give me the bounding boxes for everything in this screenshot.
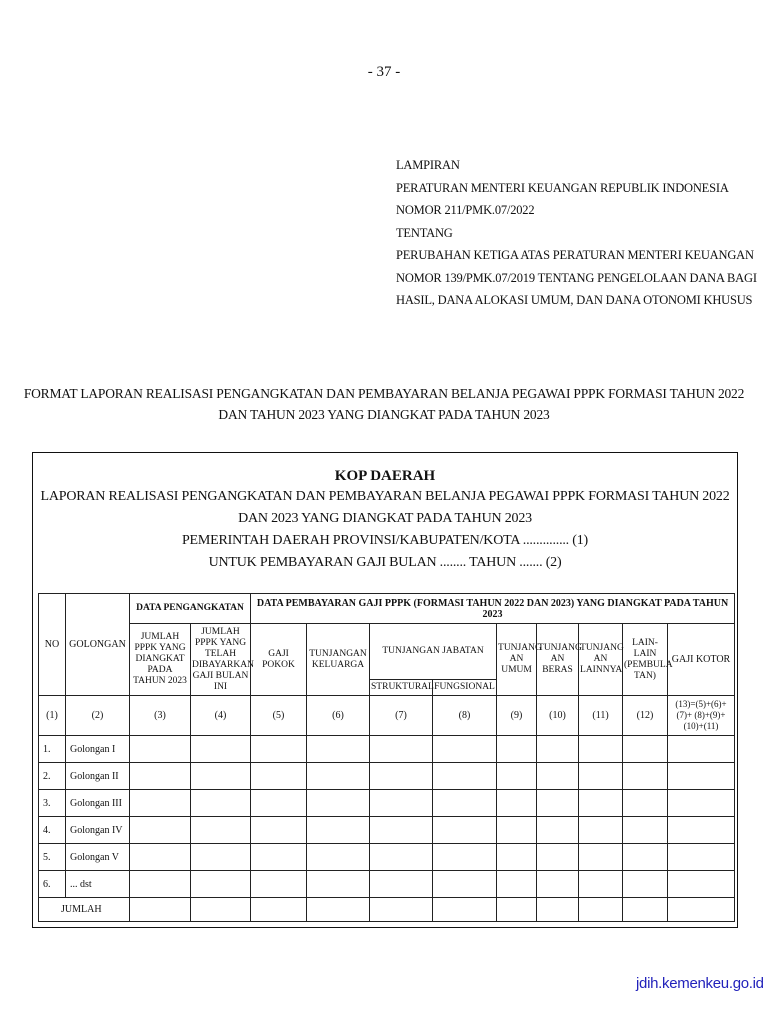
row-golongan: Golongan IV — [66, 817, 130, 844]
kop-line-1: LAPORAN REALISASI PENGANGKATAN DAN PEMBAYARAN BELANJA PEGAWAI PPPK FORMASI TAHUN 2022 — [40, 489, 730, 504]
column-number: (2) — [66, 696, 130, 736]
col-lain-lain: LAIN-LAIN (PEMBULA TAN) — [623, 624, 668, 696]
column-number: (13)=(5)+(6)+(7)+ (8)+(9)+(10)+(11) — [668, 696, 735, 736]
row-golongan: ... dst — [66, 871, 130, 898]
cell — [130, 736, 191, 763]
column-number: (6) — [307, 696, 370, 736]
cell — [370, 898, 433, 922]
col-jumlah-dibayarkan: JUMLAH PPPK YANG TELAH DIBAYARKAN GAJI BULAN INI — [191, 624, 251, 696]
cell — [668, 790, 735, 817]
header-line: NOMOR 139/PMK.07/2019 TENTANG PENGELOLAAN DANA BAGI — [396, 270, 757, 285]
header-line: LAMPIRAN — [396, 158, 460, 172]
column-number-row — [39, 696, 735, 736]
cell — [668, 898, 735, 922]
row-golongan: Golongan II — [66, 763, 130, 790]
cell — [537, 817, 579, 844]
cell — [579, 871, 623, 898]
row-no: 2. — [39, 763, 66, 790]
cell — [191, 871, 251, 898]
cell — [370, 790, 433, 817]
cell — [251, 844, 307, 871]
page-number: - 37 - — [367, 64, 401, 80]
cell — [623, 898, 668, 922]
cell — [433, 898, 497, 922]
cell — [623, 736, 668, 763]
row-no: 6. — [39, 871, 66, 898]
cell — [307, 871, 370, 898]
cell — [623, 844, 668, 871]
group-data-pengangkatan: DATA PENGANGKATAN — [130, 594, 251, 624]
total-label: JUMLAH — [39, 898, 130, 922]
col-gaji-kotor: GAJI KOTOR — [668, 624, 735, 696]
col-no: NO — [39, 594, 66, 696]
cell — [537, 736, 579, 763]
column-number: (11) — [579, 696, 623, 736]
cell — [497, 871, 537, 898]
title-line-1: FORMAT LAPORAN REALISASI PENGANGKATAN DAN PEMBAYARAN BELANJA PEGAWAI PPPK FORMASI TAHUN 2022 — [23, 386, 745, 401]
table-row — [39, 844, 735, 871]
cell — [191, 790, 251, 817]
row-no: 5. — [39, 844, 66, 871]
cell — [307, 736, 370, 763]
column-number: (10) — [537, 696, 579, 736]
cell — [579, 763, 623, 790]
table-row — [39, 763, 735, 790]
row-no: 4. — [39, 817, 66, 844]
table-row — [39, 736, 735, 763]
cell — [130, 871, 191, 898]
cell — [497, 844, 537, 871]
kop-daerah — [32, 466, 738, 574]
cell — [130, 844, 191, 871]
header-line: PERUBAHAN KETIGA ATAS PERATURAN MENTERI KEUANGAN — [396, 248, 754, 262]
cell — [433, 763, 497, 790]
cell — [130, 763, 191, 790]
cell — [433, 844, 497, 871]
cell — [370, 817, 433, 844]
total-row — [39, 898, 735, 922]
cell — [370, 871, 433, 898]
col-tunjangan-lainnya: TUNJANG AN LAINNYA — [579, 624, 623, 696]
cell — [623, 790, 668, 817]
cell — [307, 844, 370, 871]
cell — [191, 763, 251, 790]
row-golongan: Golongan I — [66, 736, 130, 763]
kop-line-3: PEMERINTAH DAERAH PROVINSI/KABUPATEN/KOTA .............. (1) — [181, 533, 589, 548]
cell — [668, 871, 735, 898]
table-row — [39, 817, 735, 844]
cell — [191, 844, 251, 871]
row-no: 1. — [39, 736, 66, 763]
cell — [130, 817, 191, 844]
cell — [307, 817, 370, 844]
cell — [251, 790, 307, 817]
cell — [370, 763, 433, 790]
cell — [623, 763, 668, 790]
cell — [433, 790, 497, 817]
cell — [497, 763, 537, 790]
row-no: 3. — [39, 790, 66, 817]
cell — [497, 736, 537, 763]
kop-title: KOP DAERAH — [334, 468, 436, 484]
cell — [537, 898, 579, 922]
col-tunjangan-keluarga: TUNJANGAN KELUARGA — [307, 624, 370, 696]
cell — [130, 790, 191, 817]
cell — [251, 898, 307, 922]
lampiran-header — [396, 154, 757, 312]
cell — [497, 817, 537, 844]
table-row — [39, 871, 735, 898]
row-golongan: Golongan V — [66, 844, 130, 871]
header-line: PERATURAN MENTERI KEUANGAN REPUBLIK INDONESIA — [396, 180, 729, 195]
col-struktural: STRUKTURAL — [370, 680, 433, 696]
col-jumlah-pppk: JUMLAH PPPK YANG DIANGKAT PADA TAHUN 2023 — [130, 624, 191, 696]
row-golongan: Golongan III — [66, 790, 130, 817]
cell — [537, 871, 579, 898]
column-number: (3) — [130, 696, 191, 736]
cell — [191, 817, 251, 844]
col-tunjangan-jabatan: TUNJANGAN JABATAN — [370, 624, 497, 680]
header-line: NOMOR 211/PMK.07/2022 — [396, 203, 535, 217]
title-line-2: DAN TAHUN 2023 YANG DIANGKAT PADA TAHUN 2023 — [218, 407, 550, 422]
cell — [251, 871, 307, 898]
cell — [370, 844, 433, 871]
column-number: (8) — [433, 696, 497, 736]
cell — [668, 736, 735, 763]
column-number: (9) — [497, 696, 537, 736]
cell — [668, 817, 735, 844]
cell — [497, 898, 537, 922]
cell — [579, 790, 623, 817]
cell — [579, 736, 623, 763]
column-number: (12) — [623, 696, 668, 736]
cell — [668, 763, 735, 790]
cell — [433, 871, 497, 898]
kop-line-2: DAN 2023 YANG DIANGKAT PADA TAHUN 2023 — [238, 511, 532, 526]
cell — [307, 898, 370, 922]
cell — [623, 871, 668, 898]
kop-line-4: UNTUK PEMBAYARAN GAJI BULAN ........ TAHUN ....... (2) — [208, 555, 562, 570]
column-number: (4) — [191, 696, 251, 736]
cell — [537, 790, 579, 817]
cell — [668, 844, 735, 871]
table-row — [39, 790, 735, 817]
cell — [579, 844, 623, 871]
document-title — [0, 383, 768, 425]
header-line: HASIL, DANA ALOKASI UMUM, DAN DANA OTONOMI KHUSUS — [396, 293, 753, 307]
col-tunjangan-beras: TUNJANG AN BERAS — [537, 624, 579, 696]
cell — [251, 817, 307, 844]
cell — [370, 736, 433, 763]
column-number: (1) — [39, 696, 66, 736]
cell — [497, 790, 537, 817]
cell — [307, 763, 370, 790]
header-line: TENTANG — [396, 225, 453, 240]
cell — [537, 763, 579, 790]
watermark-url: jdih.kemenkeu.go.id — [636, 975, 764, 992]
cell — [537, 844, 579, 871]
column-number: (7) — [370, 696, 433, 736]
cell — [623, 817, 668, 844]
col-golongan: GOLONGAN — [66, 594, 130, 696]
cell — [251, 736, 307, 763]
group-data-pembayaran: DATA PEMBAYARAN GAJI PPPK (FORMASI TAHUN 2022 DAN 2023) YANG DIANGKAT PADA TAHUN 2023 — [251, 594, 735, 624]
cell — [251, 763, 307, 790]
col-fungsional: FUNGSIONAL — [433, 680, 497, 696]
cell — [191, 898, 251, 922]
col-gaji-pokok: GAJI POKOK — [251, 624, 307, 696]
col-tunjangan-umum: TUNJANG AN UMUM — [497, 624, 537, 696]
cell — [579, 898, 623, 922]
cell — [433, 817, 497, 844]
report-table — [38, 593, 735, 922]
cell — [307, 790, 370, 817]
cell — [433, 736, 497, 763]
column-number: (5) — [251, 696, 307, 736]
cell — [579, 817, 623, 844]
cell — [191, 736, 251, 763]
cell — [130, 898, 191, 922]
